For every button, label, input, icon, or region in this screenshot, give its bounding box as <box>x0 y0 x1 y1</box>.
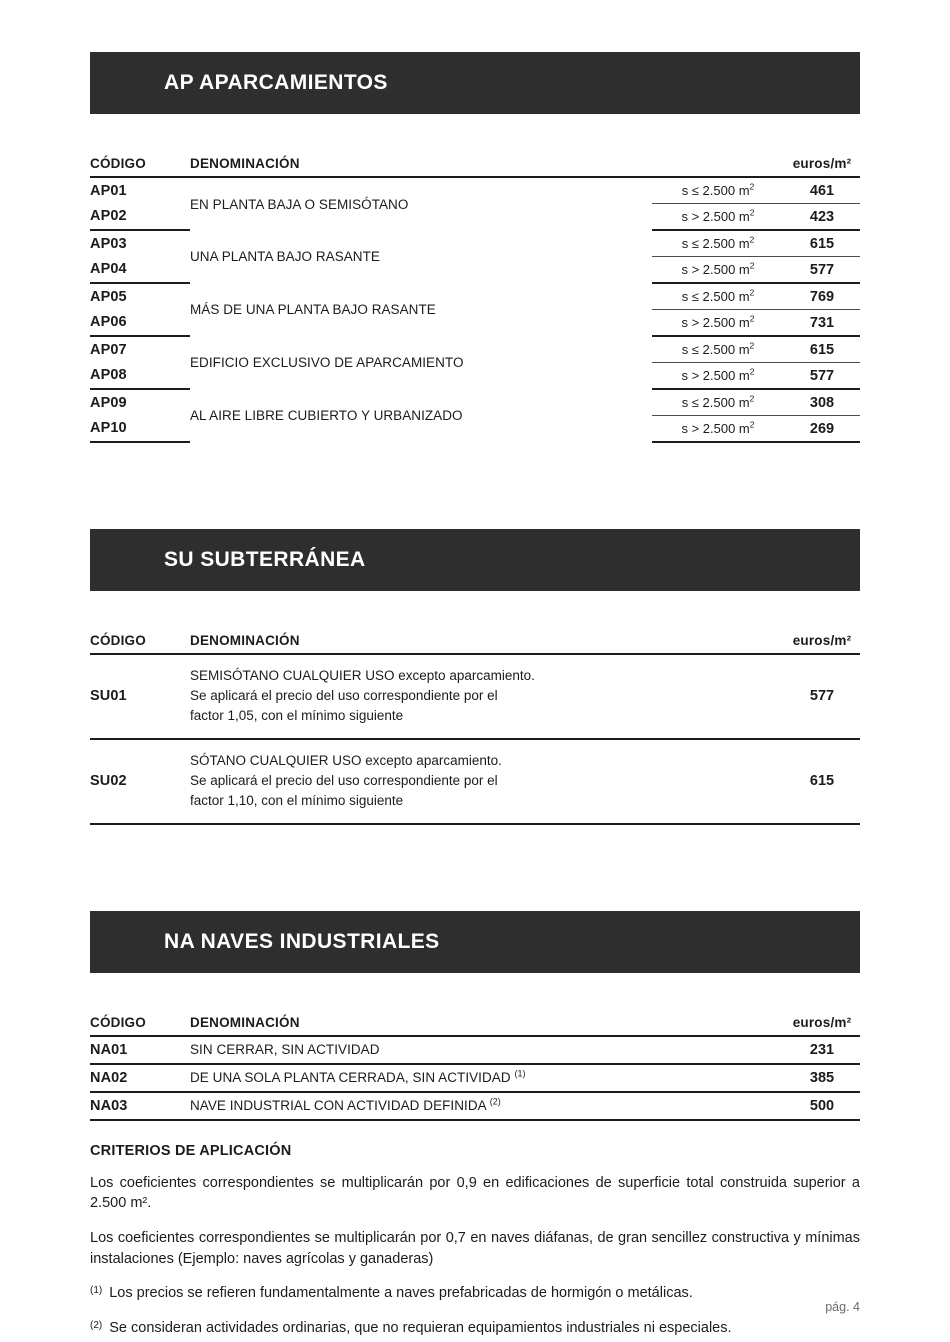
page-number: pág. 4 <box>825 1300 860 1314</box>
desc-line: factor 1,10, con el mínimo siguiente <box>190 792 404 808</box>
col-header-codigo: CÓDIGO <box>90 156 146 171</box>
cell-denomination <box>190 739 784 824</box>
cell-size: s > 2.500 $m^2$ <box>652 416 784 443</box>
col-header-euros: euros/m² <box>792 1014 852 1030</box>
criteria-heading: CRITERIOS DE APLICACIÓN <box>90 1142 292 1159</box>
cell-size: s ≤ 2.500 $m^2$ <box>652 389 784 416</box>
cell-price: 461 <box>784 177 860 204</box>
table-row <box>90 654 860 739</box>
cell-code: NA02 <box>90 1064 190 1092</box>
cell-size: s ≤ 2.500 $m^2$ <box>652 230 784 257</box>
cell-code: AP02 <box>90 204 190 231</box>
desc-line: SÓTANO CUALQUIER USO excepto aparcamiento. <box>190 752 502 768</box>
col-header-denominacion: DENOMINACIÓN <box>190 156 300 171</box>
cell-code: SU02 <box>90 739 190 824</box>
cell-size: s > 2.500 $m^2$ <box>652 257 784 284</box>
section-title-su: SU SUBTERRÁNEA <box>164 548 366 571</box>
cell-code: AP03 <box>90 235 127 252</box>
col-header-spacer <box>652 156 784 177</box>
cell-code: AP09 <box>90 394 127 411</box>
cell-denomination: EDIFICIO EXCLUSIVO DE APARCAMIENTO <box>190 355 464 370</box>
table-body-su <box>90 654 860 824</box>
table-header-row-na <box>90 1015 860 1036</box>
footnote-marker: (2) <box>90 1319 103 1331</box>
cell-price: 615 <box>784 739 860 824</box>
table-row <box>90 1036 860 1064</box>
cell-code: SU01 <box>90 654 190 739</box>
cell-code: AP05 <box>90 288 127 305</box>
criteria-paragraph: Los coeficientes correspondientes se multiplicarán por 0,9 en edificaciones de superficie total construida superior a 2.500 m². <box>90 1174 860 1212</box>
cell-price: 615 <box>784 230 860 257</box>
section-banner-na <box>90 911 860 973</box>
cell-price: 731 <box>784 310 860 337</box>
cell-size: s > 2.500 $m^2$ <box>652 363 784 390</box>
table-header-row-ap <box>90 156 860 177</box>
cell-size: s > 2.500 $m^2$ <box>652 310 784 337</box>
cell-price: 577 <box>784 654 860 739</box>
table-row <box>90 230 860 257</box>
footnote-text: Se consideran actividades ordinarias, que no requieran equipamientos industriales ni especiales. <box>109 1319 732 1336</box>
cell-denomination: UNA PLANTA BAJO RASANTE <box>190 249 380 264</box>
footnote-marker: (1) <box>90 1285 103 1297</box>
table-row <box>90 739 860 824</box>
table-su <box>90 633 860 825</box>
desc-line: factor 1,05, con el mínimo siguiente <box>190 707 404 723</box>
cell-price: 308 <box>784 389 860 416</box>
section-title-na: NA NAVES INDUSTRIALES <box>164 929 440 953</box>
cell-price: 423 <box>784 204 860 231</box>
table-na <box>90 1015 860 1121</box>
cell-price: 385 <box>784 1064 860 1092</box>
cell-denomination: SIN CERRAR, SIN ACTIVIDAD <box>190 1036 784 1064</box>
table-row <box>90 1092 860 1120</box>
table-body-na <box>90 1036 860 1120</box>
section-banner-su <box>90 529 860 591</box>
table-row <box>90 177 860 204</box>
cell-denomination: DE UNA SOLA PLANTA CERRADA, SIN ACTIVIDAD $^{(1)}$ <box>190 1064 784 1092</box>
cell-price: 577 <box>784 257 860 284</box>
table-row <box>90 336 860 363</box>
cell-size: s ≤ 2.500 $m^2$ <box>652 283 784 310</box>
cell-denomination: MÁS DE UNA PLANTA BAJO RASANTE <box>190 302 436 317</box>
table-row <box>90 283 860 310</box>
cell-code: AP07 <box>90 341 127 358</box>
cell-price: 269 <box>784 416 860 443</box>
cell-denomination: EN PLANTA BAJA O SEMISÓTANO <box>190 196 409 212</box>
desc-line: Se aplicará el precio del uso correspondiente por el <box>190 687 498 703</box>
col-header-euros: euros/m² <box>792 156 852 171</box>
cell-code: AP06 <box>90 310 190 337</box>
cell-code: AP08 <box>90 363 190 390</box>
cell-price: 615 <box>784 336 860 363</box>
col-header-denominacion: DENOMINACIÓN <box>190 1014 300 1030</box>
cell-code: NA03 <box>90 1092 190 1120</box>
cell-denomination: AL AIRE LIBRE CUBIERTO Y URBANIZADO <box>190 408 463 423</box>
table-body-ap <box>90 177 860 442</box>
section-banner-ap <box>90 52 860 114</box>
cell-price: 769 <box>784 283 860 310</box>
table-header-row-su <box>90 633 860 654</box>
criteria-paragraph: Los coeficientes correspondientes se multiplicarán por 0,7 en naves diáfanas, de gran sencillez constructiva y mínimas instalaciones (Ejemplo: naves agrícolas y ganaderas) <box>90 1229 860 1267</box>
cell-code: NA01 <box>90 1036 190 1064</box>
cell-price: 231 <box>784 1036 860 1064</box>
cell-size: s ≤ 2.500 $m^2$ <box>652 336 784 363</box>
col-header-euros: euros/m² <box>792 633 852 648</box>
col-header-codigo: CÓDIGO <box>90 633 146 648</box>
col-header-denominacion: DENOMINACIÓN <box>190 633 300 648</box>
cell-price: 577 <box>784 363 860 390</box>
section-title-ap: AP APARCAMIENTOS <box>164 71 388 94</box>
table-row <box>90 1064 860 1092</box>
table-ap <box>90 156 860 443</box>
table-row <box>90 389 860 416</box>
footnote <box>90 1318 860 1339</box>
cell-size: s > 2.500 $m^2$ <box>652 204 784 231</box>
cell-price: 500 <box>784 1092 860 1120</box>
desc-line: Se aplicará el precio del uso correspondiente por el <box>190 772 498 788</box>
cell-denomination <box>190 654 784 739</box>
footnote <box>90 1283 860 1304</box>
col-header-codigo: CÓDIGO <box>90 1014 146 1030</box>
footnote-text: Los precios se refieren fundamentalmente a naves prefabricadas de hormigón o metálicas. <box>109 1285 693 1302</box>
cell-size: s ≤ 2.500 $m^2$ <box>652 177 784 204</box>
cell-code: AP04 <box>90 257 190 284</box>
desc-line: SEMISÓTANO CUALQUIER USO excepto aparcamiento. <box>190 668 535 683</box>
cell-denomination: NAVE INDUSTRIAL CON ACTIVIDAD DEFINIDA $^{(2)}$ <box>190 1092 784 1120</box>
cell-code: AP01 <box>90 182 127 199</box>
cell-code: AP10 <box>90 416 190 443</box>
